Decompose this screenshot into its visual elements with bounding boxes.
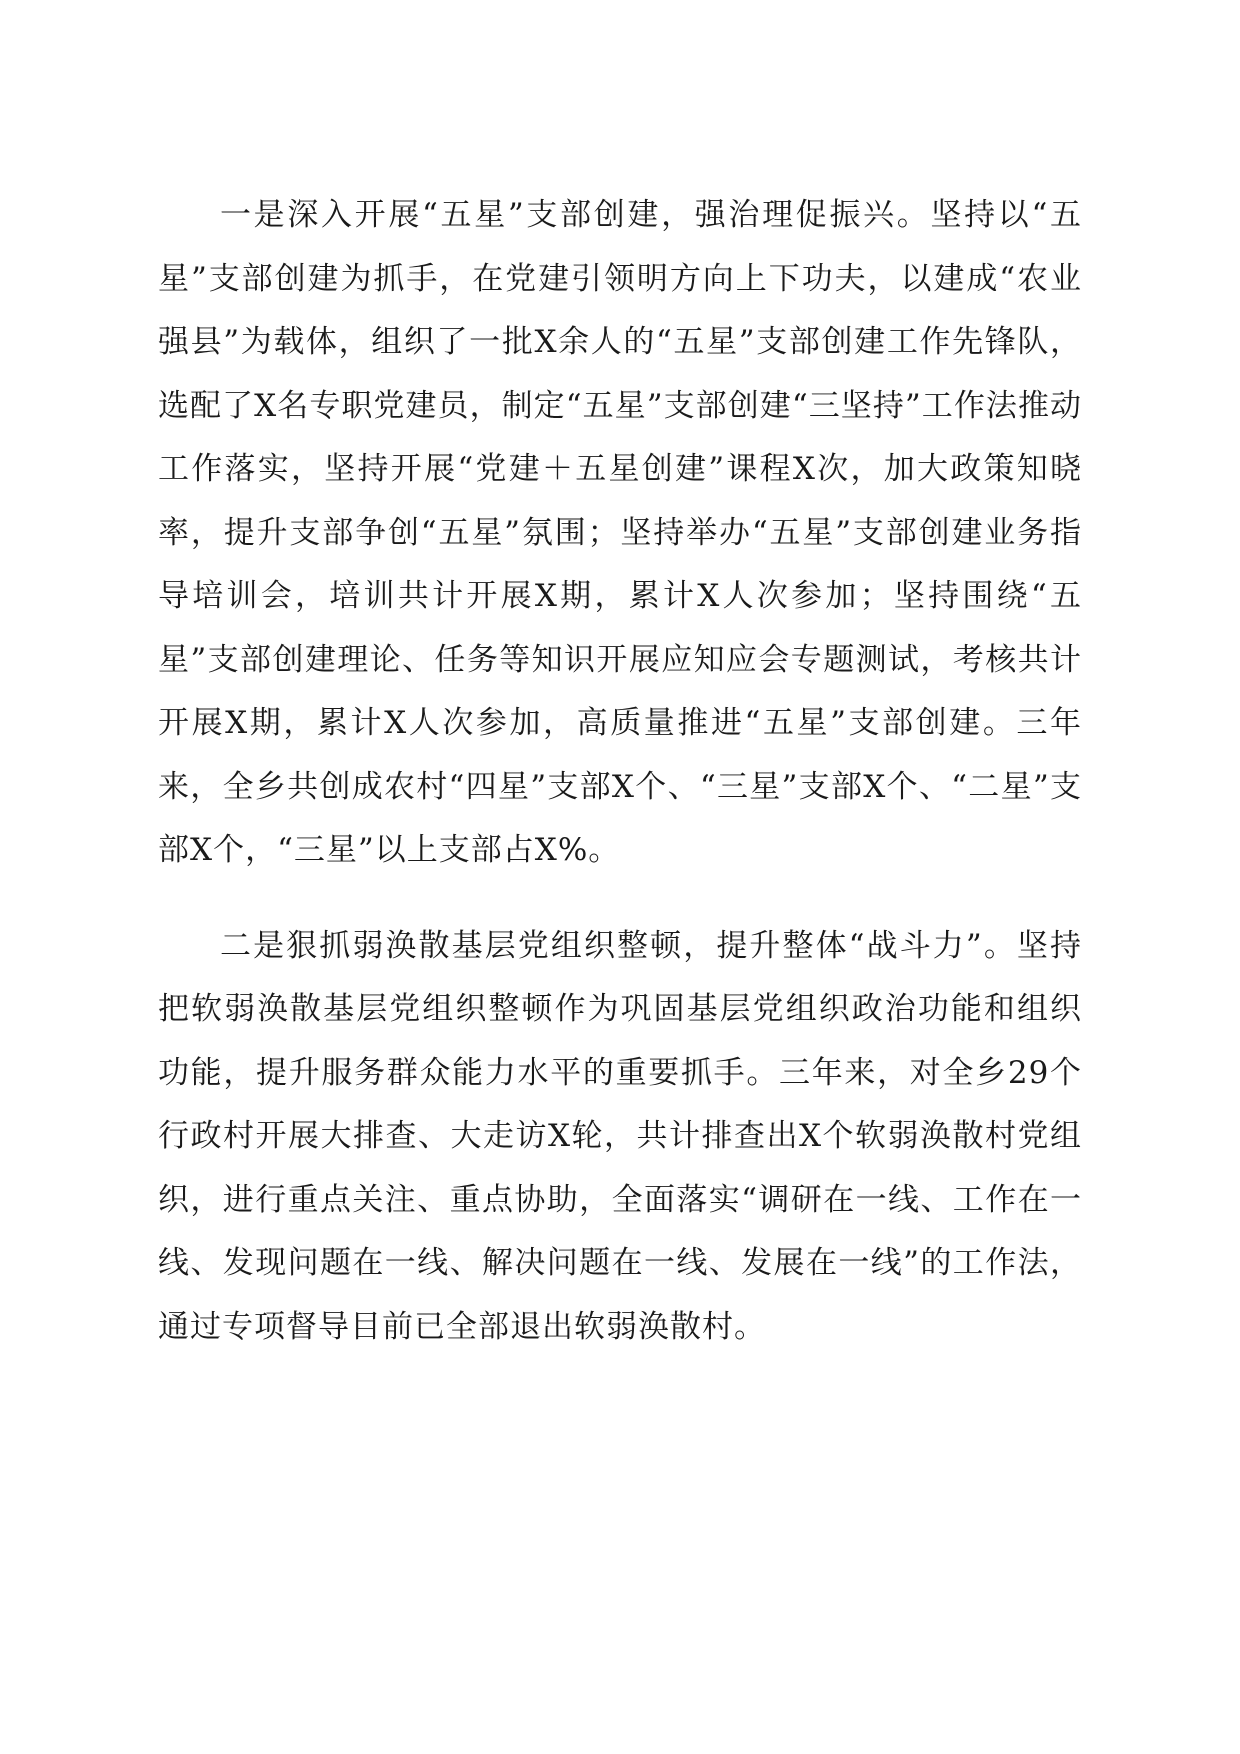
- document-body: [158, 184, 1082, 1359]
- paragraph-weak-party-organization: 二是狠抓弱涣散基层党组织整顿，提升整体“战斗力”。坚持把软弱涣散基层党组织整顿作为巩固基层党组织政治功能和组织功能，提升服务群众能力水平的重要抓手。三年来，对全乡29个行政村开展大排查、大走访X轮，共计排查出X个软弱涣散村党组织，进行重点关注、重点协助，全面落实“调研在一线、工作在一线、发现问题在一线、解决问题在一线、发展在一线”的工作法，通过专项督导目前已全部退出软弱涣散村。: [158, 927, 1082, 1345]
- paragraph-five-star-branch: 一是深入开展“五星”支部创建，强治理促振兴。坚持以“五星”支部创建为抓手，在党建引领明方向上下功夫，以建成“农业强县”为载体，组织了一批X余人的“五星”支部创建工作先锋队，选配了X名专职党建员，制定“五星”支部创建“三坚持”工作法推动工作落实，坚持开展“党建＋五星创建”课程X次，加大政策知晓率，提升支部争创“五星”氛围；坚持举办“五星”支部创建业务指导培训会，培训共计开展X期，累计X人次参加；坚持围绕“五星”支部创建理论、任务等知识开展应知应会专题测试，考核共计开展X期，累计X人次参加，高质量推进“五星”支部创建。三年来，全乡共创成农村“四星”支部X个、“三星”支部X个、“二星”支部X个，“三星”以上支部占X%。: [158, 197, 1082, 868]
